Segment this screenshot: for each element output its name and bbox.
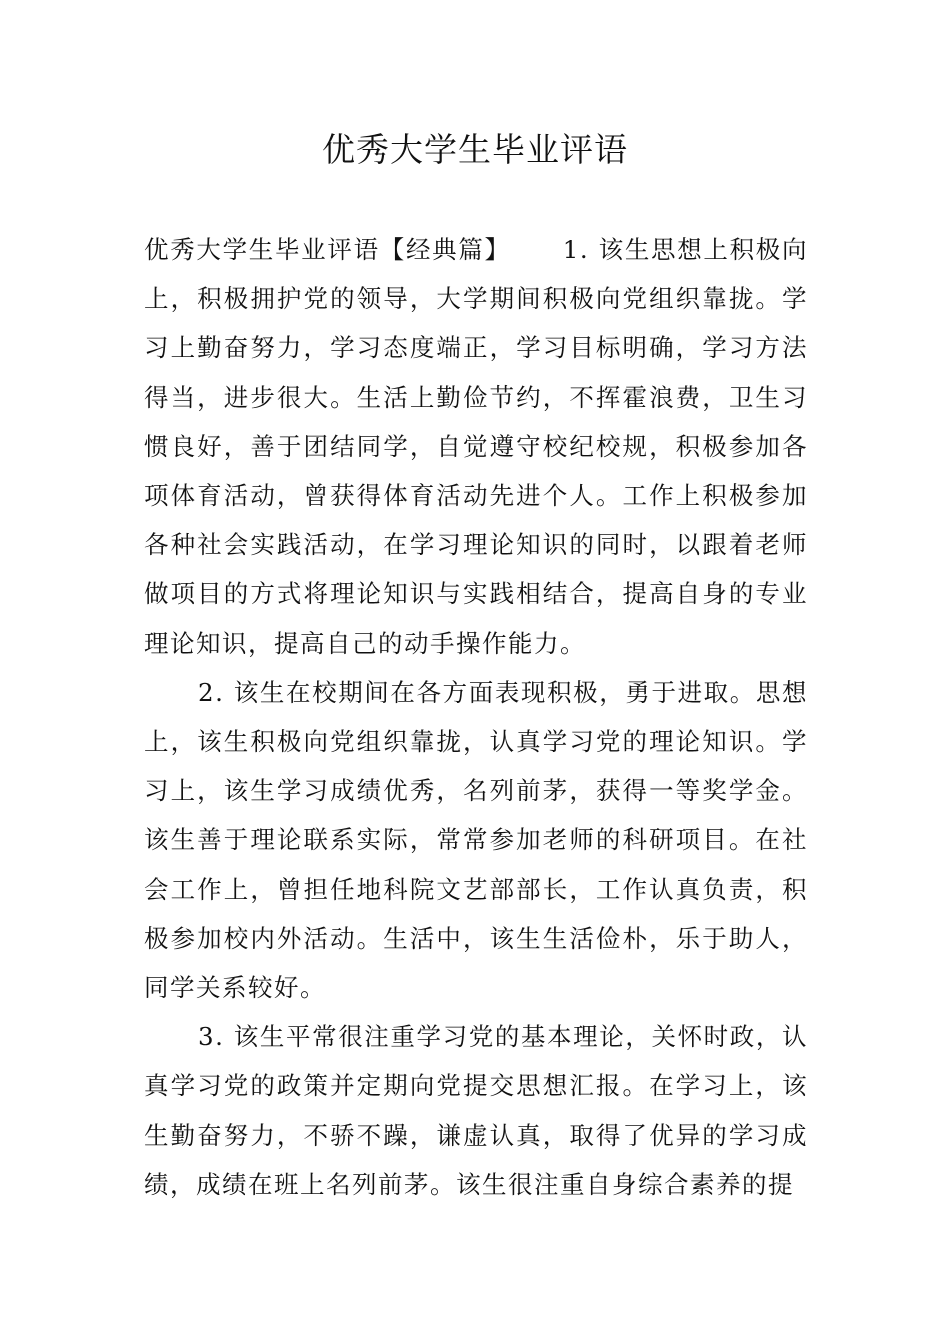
document-title: 优秀大学生毕业评语 <box>322 130 628 169</box>
document-body <box>144 225 808 1209</box>
intro-heading: 优秀大学生毕业评语【经典篇】 <box>144 235 511 264</box>
paragraph-3: 3. 该生平常很注重学习党的基本理论，关怀时政，认真学习党的政策并定期向党提交思想汇报。在学习上，该生勤奋努力，不骄不躁，谦虚认真，取得了优异的学习成绩，成绩在班上名列前茅。该生很注重自身综合素养的提 <box>144 1022 808 1199</box>
paragraph-1 <box>144 225 808 668</box>
paragraph-2: 2. 该生在校期间在各方面表现积极，勇于进取。思想上，该生积极向党组织靠拢，认真学习党的理论知识。学习上，该生学习成绩优秀，名列前茅，获得一等奖学金。该生善于理论联系实际，常常参加老师的科研项目。在社会工作上，曾担任地科院文艺部部长，工作认真负责，积极参加校内外活动。生活中，该生生活俭朴，乐于助人，同学关系较好。 <box>144 677 808 1003</box>
paragraph-1-text: 1. 该生思想上积极向上，积极拥护党的领导，大学期间积极向党组织靠拢。学习上勤奋努力，学习态度端正，学习目标明确，学习方法得当，进步很大。生活上勤俭节约，不挥霍浪费，卫生习惯良好，善于团结同学，自觉遵守校纪校规，积极参加各项体育活动，曾获得体育活动先进个人。工作上积极参加各种社会实践活动，在学习理论知识的同时，以跟着老师做项目的方式将理论知识与实践相结合，提高自身的专业理论知识，提高自己的动手操作能力。 <box>144 235 809 658</box>
